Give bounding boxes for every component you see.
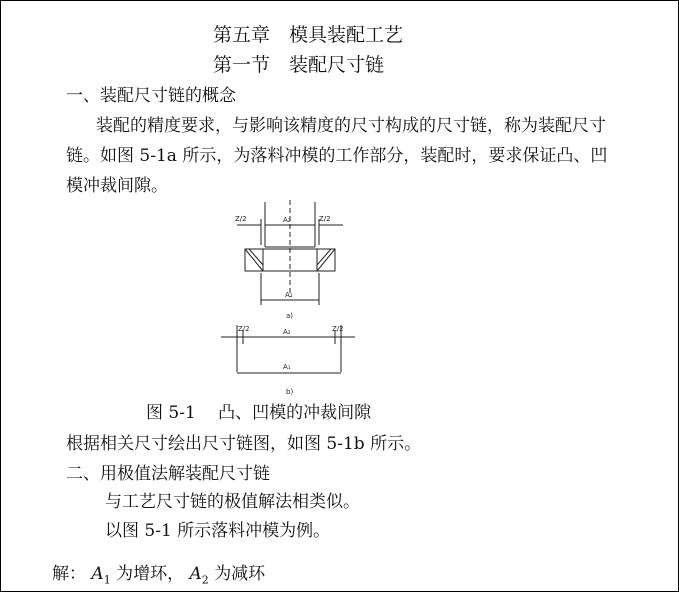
chapter-title: 第五章 模具装配工艺 [213,24,404,46]
symbol-a2: A [189,564,202,584]
label-a: a) [286,312,294,320]
label-b-a2: A₂ [283,328,291,336]
symbol-a1-sub: 1 [103,573,111,587]
paragraph-line: 以图 5-1 所示落料冲模为例。 [105,521,331,541]
increase-ring-text: 为增环， [116,564,185,584]
label-b-z-left: Z/2 [238,325,250,333]
paragraph-line: 与工艺尺寸链的极值解法相类似。 [105,492,360,512]
section-title: 第一节 装配尺寸链 [213,54,385,76]
symbol-a1: A [91,564,104,584]
label-b-z-right: Z/2 [332,325,344,333]
symbol-a2-sub: 2 [201,573,209,587]
paragraph-line: 模冲裁间隙。 [66,176,168,196]
heading-concept: 一、装配尺寸链的概念 [66,86,236,106]
die-clearance-figure [215,197,365,402]
paragraph-line: 装配的精度要求，与影响该精度的尺寸构成的尺寸链，称为装配尺寸 [96,116,606,136]
solution-line [52,564,265,590]
decrease-ring-text: 为减环 [214,564,266,584]
paragraph-line: 链。如图 5-1a 所示，为落料冲模的工作部分，装配时，要求保证凸、凹 [66,146,608,166]
paragraph-line: 根据相关尺寸绘出尺寸链图，如图 5-1b 所示。 [66,434,422,454]
label-z2-left: Z/2 [235,215,247,223]
label-a2: A₂ [283,216,291,224]
heading-extreme-value: 二、用极值法解装配尺寸链 [66,464,270,484]
solution-prefix: 解： [52,564,86,584]
label-b-a1: A₁ [283,363,291,371]
label-z2-right: Z/2 [319,215,331,223]
label-a1: A₁ [285,291,293,299]
figure-caption: 图 5-1 凸、凹模的冲裁间隙 [146,403,372,423]
label-b: b) [286,388,294,396]
